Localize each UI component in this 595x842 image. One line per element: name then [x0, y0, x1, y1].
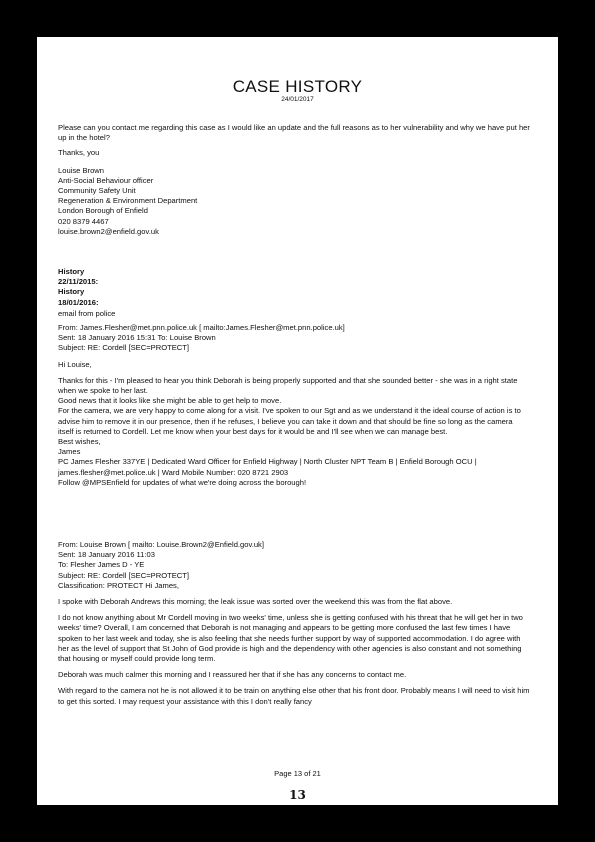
signature-line: Anti-Social Behaviour officer — [58, 175, 154, 185]
email-from: From: James.Flesher@met.pnn.police.uk [ mailto:James.Flesher@met.pnn.police.uk] — [58, 323, 345, 332]
email-signoff: Best wishes, — [58, 437, 101, 447]
email-subject: Subject: RE: Cordell [SEC=PROTECT] — [58, 343, 190, 353]
email-paragraph: For the camera, we are very happy to come along for a visit. I've spoken to our Sgt and as we understand it the ideal course of action is to advise him to remove it in our presence, then if he refuses, I believe you can take it down and that should be fine so long as the camera itself is returned to Cordell. Let me know when your best days for it would be and I'll see when we can manage best. — [58, 406, 521, 436]
history-note: email from police — [58, 308, 116, 318]
page-stamp: 13 — [289, 788, 306, 802]
email-from: From: Louise Brown [ mailto: Louise.Brown2@Enfield.gov.uk] — [58, 540, 264, 549]
email-sent: Sent: 18 January 2016 15:31 To: Louise Brown — [58, 333, 216, 343]
email-paragraph: Deborah was much calmer this morning and I reassured her that if she has any concerns to contact me. — [58, 670, 407, 680]
email-subject: Subject: RE: Cordell [SEC=PROTECT] — [58, 570, 190, 580]
signature-line: Regeneration & Environment Department — [58, 196, 198, 206]
email-greeting: Hi Louise, — [58, 359, 92, 369]
email-paragraph: Good news that it looks like she might be able to get help to move. — [58, 396, 282, 406]
history-date: 18/01/2016: — [58, 297, 99, 307]
email-paragraph: Thanks for this - I'm pleased to hear you think Deborah is being properly supported and that she sounded better - she was in a right state when we spoke to her last. — [58, 375, 518, 396]
history-heading: History — [58, 287, 85, 297]
page-date: 24/01/2017 — [281, 96, 314, 103]
email-signature-details: PC James Flesher 337YE | Dedicated Ward Officer for Enfield Highway | North Cluster NPT Team B | Enfield Borough OCU | james.flesher@met.police.uk | Ward Mobile Number: 020 8721 2903 — [58, 457, 477, 477]
intro-email — [58, 123, 530, 237]
email-sent: Sent: 18 January 2016 11:03 — [58, 550, 155, 560]
email-paragraph: I do not know anything about Mr Cordell moving in two weeks' time, unless she is getting confused with his threat that he will get her in two weeks' time? Overall, I am concerned that Deborah is not managing and appears to be getting more confused the last few times I have spoken to her last week and today, she is also feeling that she needs further support by way of supported accommodation. I do agree with her as the level of support that St John of God provide is high and the dependency with other agencies is also constant and not something that housing or myself could provide long term. — [58, 613, 523, 664]
history-heading: History — [58, 267, 85, 276]
document-page — [37, 37, 558, 805]
signature-line: Community Safety Unit — [58, 186, 136, 196]
signature-block — [58, 166, 530, 237]
email-paragraph: I spoke with Deborah Andrews this morning; the leak issue was sorted over the weekend this was from the flat above. — [58, 597, 453, 607]
signature-line: 020 8379 4467 — [58, 216, 109, 226]
history-date: 22/11/2015: — [58, 277, 99, 287]
police-email — [58, 323, 530, 488]
signature-line: London Borough of Enfield — [58, 206, 148, 216]
louise-email — [58, 540, 530, 707]
page-title: CASE HISTORY — [232, 77, 363, 96]
email-footer-note: Follow @MPSEnfield for updates of what we're doing across the borough! — [58, 477, 307, 487]
email-paragraph: With regard to the camera not he is not allowed it to be train on anything else other that his front door. Probably means I will need to visit him to get this sorted. I may request your assistance with this I don't really fancy — [58, 686, 530, 706]
signature-line: Louise Brown — [58, 165, 105, 175]
signature-email: louise.brown2@enfield.gov.uk — [58, 226, 159, 236]
email-to: To: Flesher James D - YE — [58, 560, 145, 570]
intro-thanks: Thanks, you — [58, 148, 100, 158]
page-number: Page 13 of 21 — [274, 769, 321, 778]
history-block — [58, 267, 530, 319]
email-signature-name: James — [58, 447, 81, 457]
intro-body: Please can you contact me regarding this case as I would like an update and the full reasons as to her vulnerability and why we have put her up in the hotel? — [58, 123, 530, 143]
email-classification: Classification: PROTECT Hi James, — [58, 580, 179, 590]
